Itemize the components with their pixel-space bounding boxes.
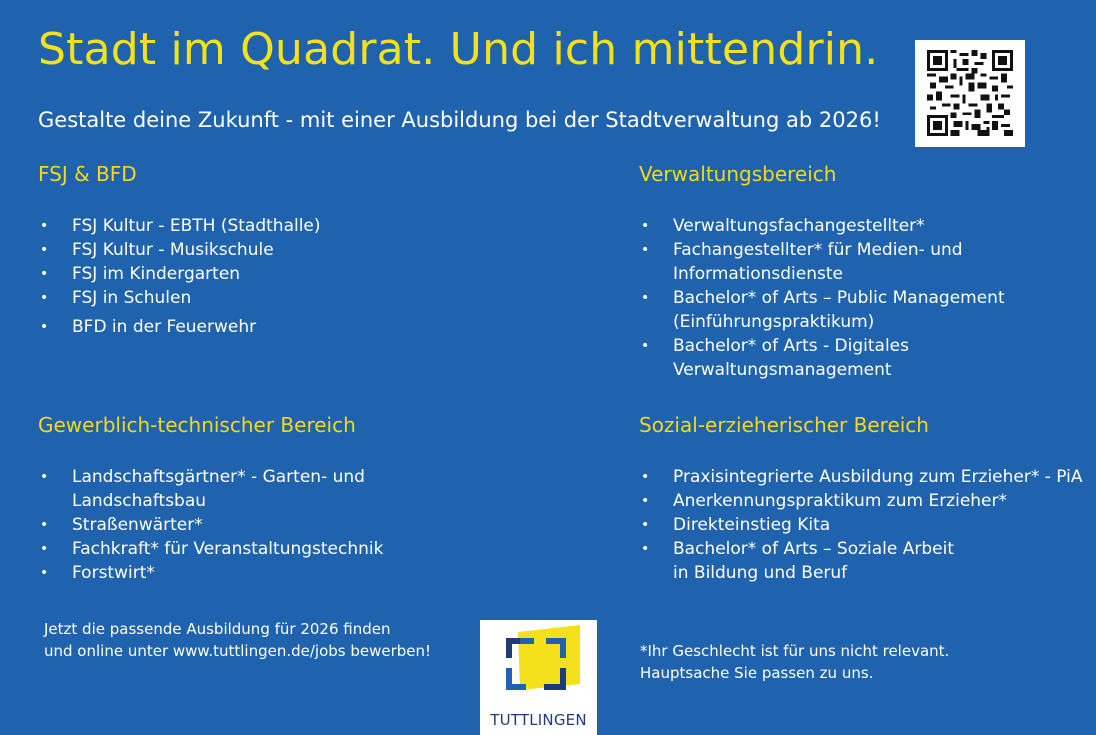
list-item: • Praxisintegrierte Ausbildung zum Erzieher* - PiA bbox=[641, 467, 1083, 487]
bullet-icon: • bbox=[40, 218, 49, 234]
list-item: • FSJ im Kindergarten bbox=[40, 264, 241, 284]
bullet-icon: • bbox=[641, 290, 650, 306]
bullet-icon: • bbox=[641, 493, 650, 509]
section-gewerblich bbox=[38, 413, 383, 585]
bullet-icon: • bbox=[40, 242, 49, 258]
footer-note-line1: *Ihr Geschlecht ist für uns nicht relevant. bbox=[640, 642, 950, 660]
list-item: • Straßenwärter* bbox=[40, 515, 203, 535]
bullet-icon: • bbox=[40, 517, 49, 533]
list-item: • FSJ Kultur - EBTH (Stadthalle) bbox=[40, 216, 321, 236]
bullet-icon: • bbox=[40, 290, 49, 306]
bullet-icon: • bbox=[641, 541, 650, 557]
list-item: • Landschaftsgärtner* - Garten- und Landschaftsbau bbox=[40, 467, 365, 511]
section-fsj-bfd bbox=[38, 162, 321, 339]
section-heading-gewerblich: Gewerblich-technischer Bereich bbox=[38, 413, 356, 437]
bullet-icon: • bbox=[641, 469, 650, 485]
gewerblich-list bbox=[38, 465, 383, 585]
list-item: • Bachelor* of Arts – Public Management (Einführungspraktikum) bbox=[641, 288, 1005, 332]
list-item: • Bachelor* of Arts – Soziale Arbeit in Bildung und Beruf bbox=[641, 539, 955, 583]
list-item: • BFD in der Feuerwehr bbox=[40, 317, 257, 337]
list-item: • Direkteinstieg Kita bbox=[641, 515, 831, 535]
list-item: • FSJ Kultur - Musikschule bbox=[40, 240, 274, 260]
page-title: Stadt im Quadrat. Und ich mittendrin. bbox=[38, 24, 879, 75]
section-verwaltung bbox=[639, 162, 1005, 382]
fsj-list bbox=[38, 214, 321, 339]
bullet-icon: • bbox=[40, 565, 49, 581]
footer-cta-line2[interactable]: und online unter www.tuttlingen.de/jobs bewerben! bbox=[44, 642, 432, 660]
footer-note bbox=[640, 640, 949, 684]
bullet-icon: • bbox=[641, 338, 650, 354]
logo-text: TUTTLINGEN bbox=[490, 711, 587, 729]
qr-code[interactable] bbox=[915, 40, 1025, 147]
tuttlingen-logo[interactable] bbox=[480, 620, 597, 735]
verwaltung-list bbox=[639, 214, 1005, 382]
list-item: • FSJ in Schulen bbox=[40, 288, 192, 308]
section-heading-sozial: Sozial-erzieherischer Bereich bbox=[639, 413, 929, 437]
page-subtitle: Gestalte deine Zukunft - mit einer Ausbildung bei der Stadtverwaltung ab 2026! bbox=[38, 108, 881, 132]
qr-code-icon bbox=[927, 50, 1013, 136]
section-sozial bbox=[639, 413, 1083, 585]
bullet-icon: • bbox=[40, 541, 49, 557]
list-item: • Anerkennungspraktikum zum Erzieher* bbox=[641, 491, 1008, 511]
bullet-icon: • bbox=[40, 319, 49, 335]
sozial-list bbox=[639, 465, 1083, 585]
bullet-icon: • bbox=[40, 266, 49, 282]
list-item: • Bachelor* of Arts - Digitales Verwaltungsmanagement bbox=[641, 336, 909, 380]
bullet-icon: • bbox=[641, 242, 650, 258]
section-heading-verwaltung: Verwaltungsbereich bbox=[639, 162, 837, 186]
list-item: • Verwaltungsfachangestellter* bbox=[641, 216, 925, 236]
footer-cta bbox=[44, 618, 431, 662]
section-heading-fsj-bfd: FSJ & BFD bbox=[38, 162, 137, 186]
bullet-icon: • bbox=[641, 517, 650, 533]
bullet-icon: • bbox=[40, 469, 49, 485]
list-item: • Fachangestellter* für Medien- und Informationsdienste bbox=[641, 240, 963, 284]
footer-cta-line1: Jetzt die passende Ausbildung für 2026 finden bbox=[44, 620, 391, 638]
bullet-icon: • bbox=[641, 218, 650, 234]
list-item: • Forstwirt* bbox=[40, 563, 155, 583]
list-item: • Fachkraft* für Veranstaltungstechnik bbox=[40, 539, 384, 559]
footer-note-line2: Hauptsache Sie passen zu uns. bbox=[640, 664, 874, 682]
city-square-logo-icon bbox=[480, 620, 597, 715]
